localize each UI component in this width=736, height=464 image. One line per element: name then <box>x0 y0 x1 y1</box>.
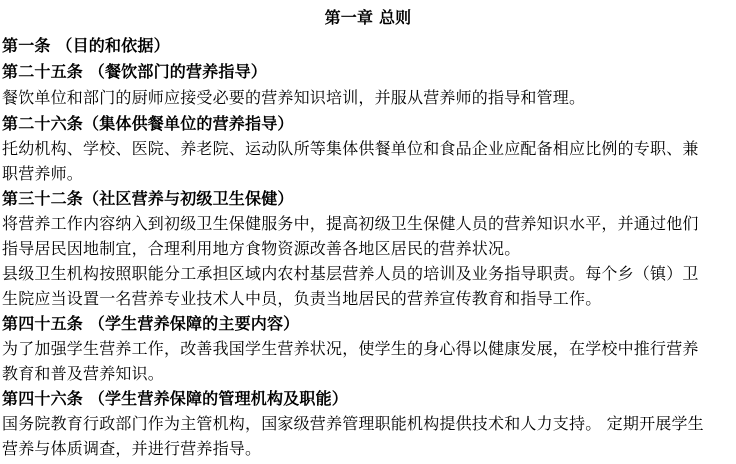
article-26-body-line: 职营养师。 <box>2 164 84 183</box>
article-46-heading: 第四十六条 （学生营养保障的管理机构及职能） <box>2 389 348 408</box>
article-26-heading: 第二十六条（集体供餐单位的营养指导） <box>2 114 294 133</box>
article-32-body-line: 生院应当设置一名营养专业技术人中员，负责当地居民的营养宣传教育和指导工作。 <box>2 289 602 308</box>
article-26-body-line: 托幼机构、学校、医院、养老院、运动队所等集体供餐单位和食品企业应配备相应比例的专职、兼 <box>2 139 699 158</box>
article-45-body-line: 教育和普及营养知识。 <box>2 364 165 383</box>
article-46-body-line: 国务院教育行政部门作为主管机构，国家级营养管理职能机构提供技术和人力支持。 定期开展学生 <box>2 414 704 433</box>
article-46-body-line: 营养与体质调查，并进行营养指导。 <box>2 439 262 458</box>
article-32-body-line: 将营养工作内容纳入到初级卫生保健服务中，提高初级卫生保健人员的营养知识水平，并通过他们 <box>2 214 699 233</box>
article-32-body-line: 县级卫生机构按照职能分工承担区域内农村基层营养人员的培训及业务指导职责。每个乡（镇）卫 <box>2 264 699 283</box>
article-45-heading: 第四十五条 （学生营养保障的主要内容） <box>2 314 300 333</box>
article-1-heading: 第一条 （目的和依据） <box>2 36 170 55</box>
article-32-heading: 第三十二条（社区营养与初级卫生保健） <box>2 189 294 208</box>
article-25-body-line: 餐饮单位和部门的厨师应接受必要的营养知识培训，并服从营养师的指导和管理。 <box>2 88 586 107</box>
chapter-title: 第一章 总则 <box>324 8 412 27</box>
article-25-heading: 第二十五条 （餐饮部门的营养指导） <box>2 62 267 81</box>
article-45-body-line: 为了加强学生营养工作，改善我国学生营养状况，使学生的身心得以健康发展，在学校中推行营养 <box>2 339 699 358</box>
article-32-body-line: 指导居民因地制宜，合理利用地方食物资源改善各地区居民的营养状况。 <box>2 239 521 258</box>
